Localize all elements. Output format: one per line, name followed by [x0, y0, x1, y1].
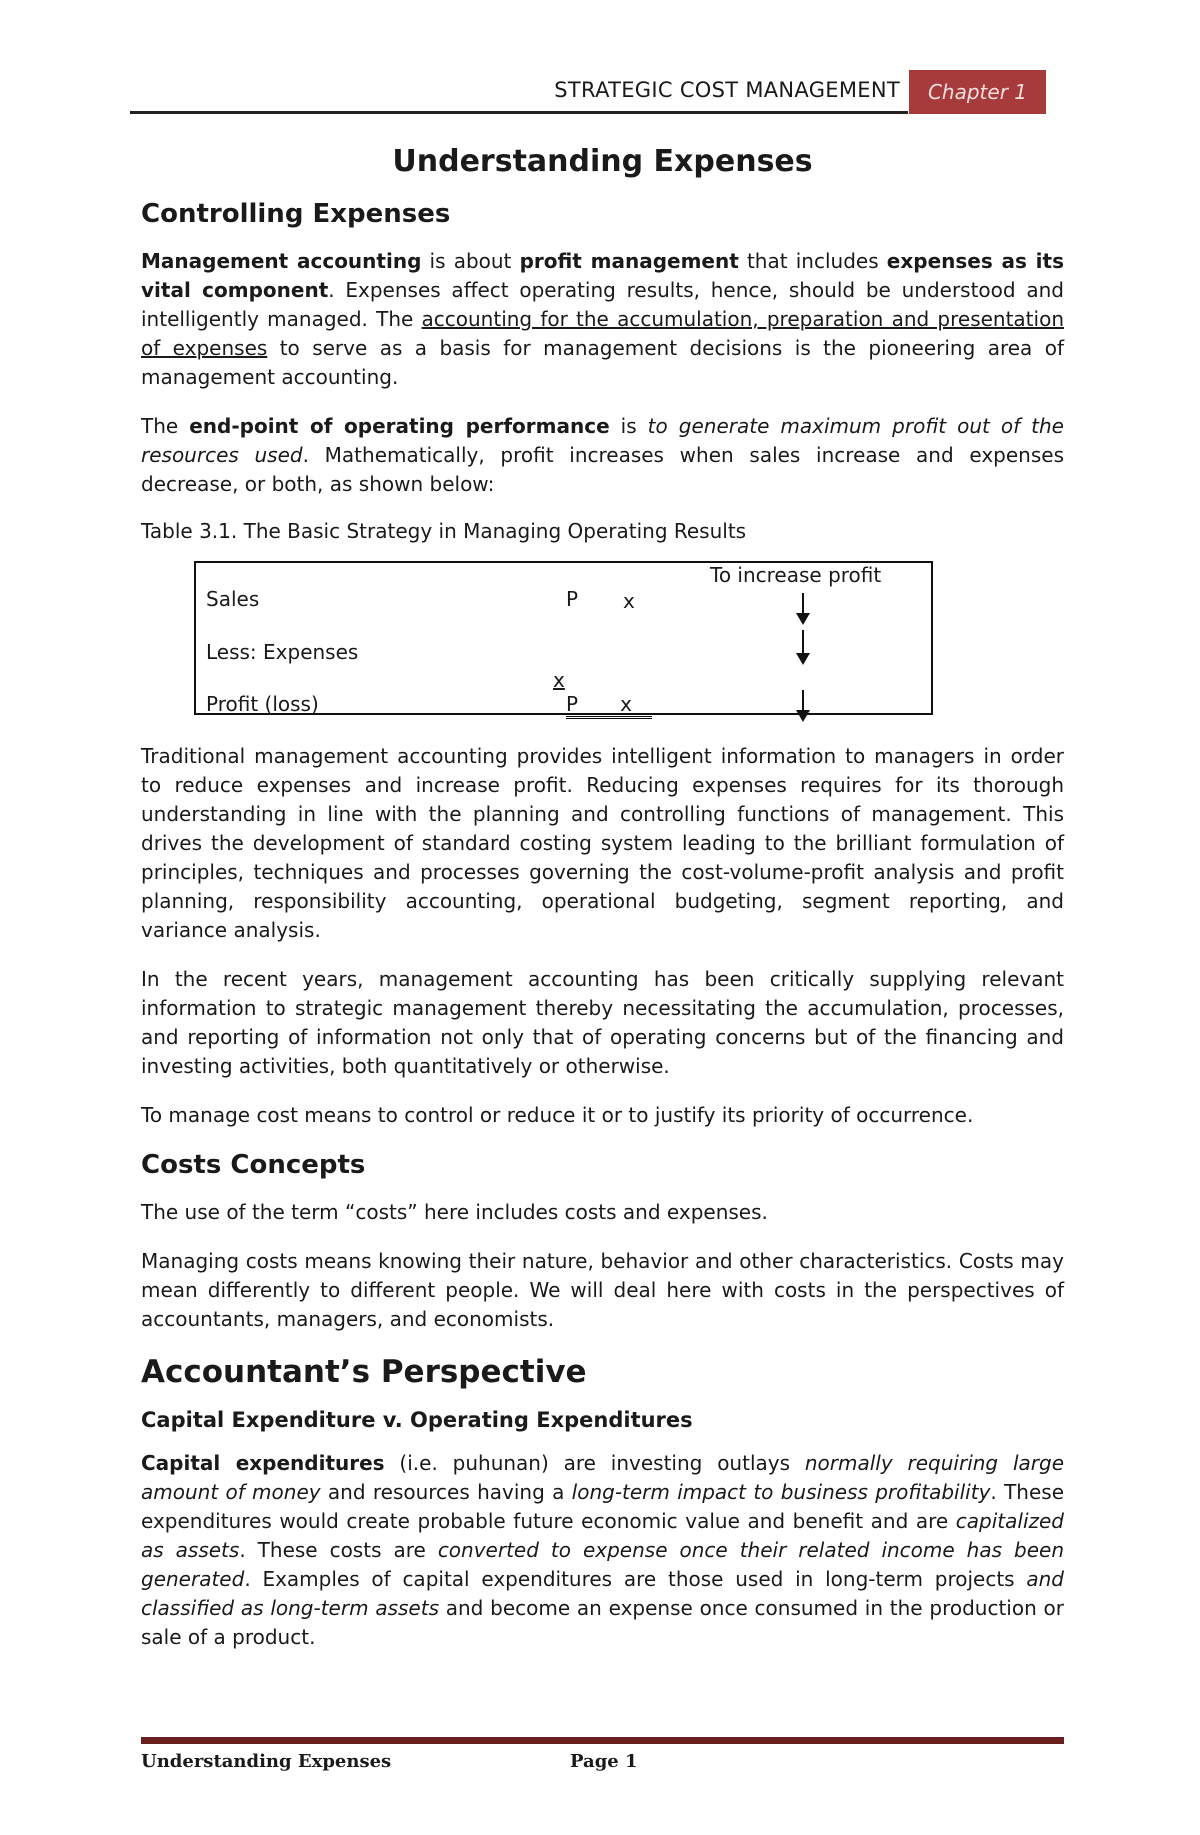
arrow-down-expenses-icon — [796, 630, 810, 665]
table-header-to-increase-profit: To increase profit — [710, 563, 882, 587]
text-run: is about — [421, 249, 520, 273]
profit-currency: P — [566, 692, 579, 716]
bold-term: Capital expenditures — [141, 1451, 385, 1475]
row-label-sales: Sales — [206, 587, 260, 611]
paragraph-managing-costs: Managing costs means knowing their nature, behavior and other characteristics. Costs may mean differently to different people. We will deal here with costs in the perspectives of accountants, managers, and economists. — [141, 1249, 1064, 1331]
bold-term: Management accounting — [141, 249, 422, 273]
footer-page-number: Page 1 — [570, 1751, 638, 1772]
bold-term: profit management — [519, 249, 739, 273]
italic-phrase: normally requiring large amount of money — [141, 1451, 1064, 1504]
section-heading-costs-concepts: Costs Concepts — [141, 1150, 366, 1180]
footer-title: Understanding Expenses — [141, 1751, 392, 1772]
italic-phrase: long-term impact to business profitability — [571, 1480, 991, 1504]
italic-phrase: capitalized as assets — [141, 1509, 1064, 1562]
text-run: . Examples of capital expenditures are those used in long-term projects — [244, 1567, 1027, 1591]
strategy-table — [194, 561, 933, 715]
paragraph-term-costs: The use of the term “costs” here includes costs and expenses. — [141, 1200, 768, 1224]
expenses-value: x — [553, 668, 565, 692]
text-run: . These expenditures would create probable future economic value and benefit and are — [141, 1480, 1065, 1533]
italic-phrase: converted to expense once their related income has been generated — [141, 1538, 1065, 1591]
subheading-capital-vs-operating: Capital Expenditure v. Operating Expenditures — [141, 1408, 693, 1432]
bold-term: end-point of operating performance — [189, 414, 610, 438]
header-divider — [130, 111, 908, 114]
row-label-profit: Profit (loss) — [206, 692, 319, 716]
row-label-expenses: Less: Expenses — [206, 640, 359, 664]
text-run: and resources having a — [320, 1480, 572, 1504]
text-run: . These costs are — [239, 1538, 438, 1562]
page-title: Understanding Expenses — [392, 144, 813, 179]
paragraph-recent-years: In the recent years, management accounting has been critically supplying relevant information to strategic management thereby necessitating the accumulation, processes, and reporting of information not only that of operating concerns but of the financing and investing activities, both quantitatively or otherwise. — [141, 967, 1064, 1078]
underlined-phrase: accounting for the accumulation, preparation and presentation of expenses — [141, 307, 1064, 360]
text-run: The — [141, 414, 190, 438]
arrow-up-sales-icon — [796, 593, 810, 625]
text-run: . Mathematically, profit increases when sales increase and expenses decrease, or both, as shown below: — [141, 443, 1064, 496]
table-caption: Table 3.1. The Basic Strategy in Managing Operating Results — [141, 519, 747, 543]
text-run: to serve as a basis for management decisions is the pioneering area of management accounting. — [141, 336, 1064, 389]
text-run: is — [609, 414, 648, 438]
section-heading-controlling-expenses: Controlling Expenses — [141, 199, 451, 229]
text-run: (i.e. puhunan) are investing outlays — [384, 1451, 805, 1475]
italic-phrase: and classified as long-term assets — [141, 1567, 1064, 1620]
text-run: . Expenses affect operating results, hence, should be understood and intelligently managed. The — [141, 278, 1064, 331]
paragraph-capital-expenditures — [141, 1449, 1064, 1652]
profit-total — [566, 692, 652, 719]
paragraph-end-point — [141, 412, 1064, 499]
arrow-up-profit-icon — [796, 690, 810, 722]
text-run: that includes — [738, 249, 887, 273]
paragraph-manage-cost: To manage cost means to control or reduce it or to justify its priority of occurrence. — [141, 1103, 974, 1127]
profit-value: x — [620, 692, 632, 716]
section-heading-accountants-perspective: Accountant’s Perspective — [141, 1354, 587, 1390]
chapter-badge: Chapter 1 — [909, 70, 1046, 114]
text-run: and become an expense once consumed in the production or sale of a product. — [141, 1596, 1064, 1649]
italic-phrase: to generate maximum profit out of the resources used — [141, 414, 1064, 467]
paragraph-management-accounting — [141, 247, 1064, 392]
sales-value: x — [623, 589, 635, 613]
sales-currency: P — [566, 587, 579, 611]
running-header-title: STRATEGIC COST MANAGEMENT — [554, 78, 900, 102]
paragraph-traditional: Traditional management accounting provides intelligent information to managers in order to reduce expenses and increase profit. Reducing expenses requires for its thorough understanding in line with the planning and controlling functions of management. This drives the development of standard costing system leading to the brilliant formulation of principles, techniques and processes governing the cost-volume-profit analysis and profit planning, responsibility accounting, operational budgeting, segment reporting, and variance analysis. — [141, 744, 1064, 942]
page-content — [141, 138, 1064, 1672]
footer-divider — [141, 1737, 1064, 1744]
bold-term: expenses as its vital component — [141, 249, 1064, 302]
